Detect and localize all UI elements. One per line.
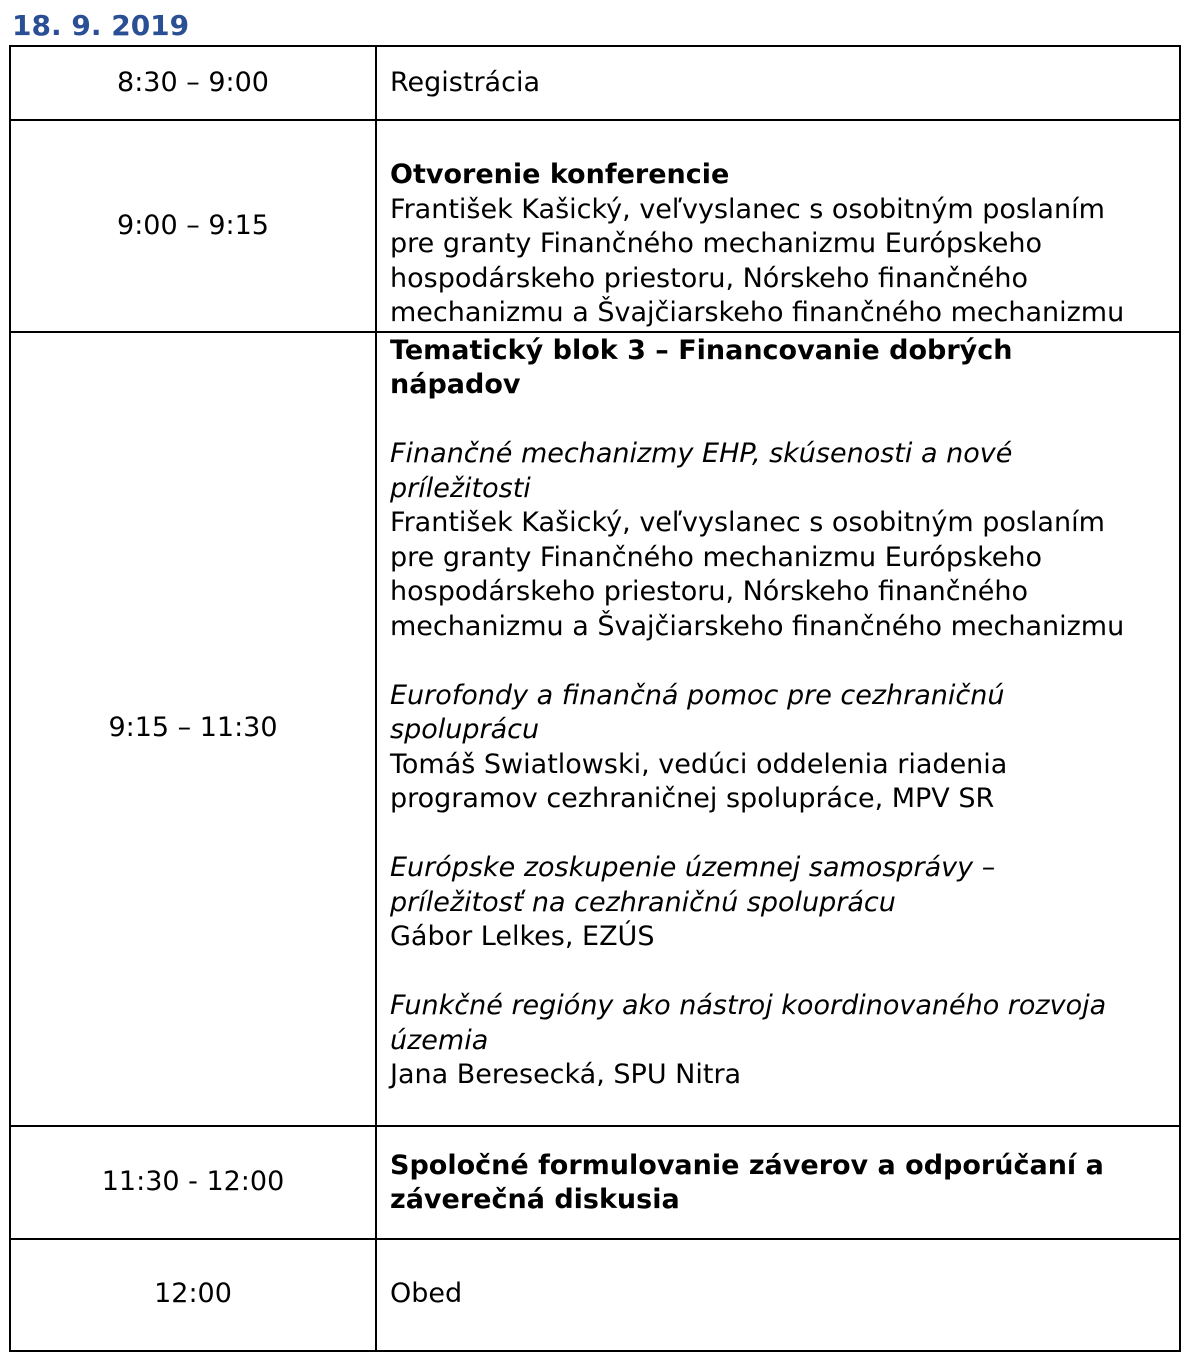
time-cell: 8:30 – 9:00 <box>10 46 376 120</box>
session-title: Otvorenie konferencie <box>390 159 730 190</box>
talk-title: Eurofondy a finančná pomoc pre cezhraničnú <box>390 679 1005 711</box>
session-title: záverečná diskusia <box>390 1184 680 1215</box>
time-cell: 12:00 <box>10 1239 376 1351</box>
talk-title: spoluprácu <box>390 714 540 745</box>
table-row <box>10 1239 1180 1351</box>
speaker-line: Gábor Lelkes, EZÚS <box>390 921 655 952</box>
speaker-line: Tomáš Swiatlowski, vedúci oddelenia riadenia <box>390 748 1008 780</box>
talk-title: Funkčné regióny ako nástroj koordinovaného rozvoja <box>390 990 1107 1021</box>
speaker-line: pre granty Finančného mechanizmu Európskeho <box>390 541 1043 573</box>
talk-title: príležitosti <box>390 472 531 504</box>
table-row <box>10 46 1180 120</box>
speaker-line: programov cezhraničnej spolupráce, MPV SR <box>390 783 995 814</box>
talk-title: Finančné mechanizmy EHP, skúsenosti a nové <box>390 438 1013 469</box>
item-text: Registrácia <box>390 66 540 98</box>
time-cell: 9:00 – 9:15 <box>10 120 376 332</box>
session-title: Spoločné formulovanie záverov a odporúčaní a <box>390 1149 1104 1181</box>
speaker-line: František Kašický, veľvyslanec s osobitným poslaním <box>390 193 1105 225</box>
content-cell <box>376 120 1180 332</box>
spacer <box>390 403 1166 438</box>
table-row <box>10 120 1180 332</box>
talk-title: Európske zoskupenie územnej samosprávy – <box>390 852 996 883</box>
speaker-line: František Kašický, veľvyslanec s osobitným poslaním <box>390 507 1105 538</box>
item-text: Obed <box>390 1278 463 1310</box>
content-cell <box>376 1239 1180 1351</box>
speaker-line: Jana Beresecká, SPU Nitra <box>390 1059 742 1090</box>
speaker-line: hospodárskeho priestoru, Nórskeho finančného <box>390 576 1028 607</box>
talk-title: územia <box>390 1024 489 1056</box>
spacer <box>390 955 1166 990</box>
spacer <box>390 817 1166 852</box>
table-row <box>10 1126 1180 1239</box>
schedule-date: 18. 9. 2019 <box>12 9 190 42</box>
session-title: nápadov <box>390 369 521 400</box>
speaker-line: hospodárskeho priestoru, Nórskeho finančného <box>390 262 1028 294</box>
speaker-line: pre granty Finančného mechanizmu Európskeho <box>390 228 1043 259</box>
speaker-line: mechanizmu a Švajčiarskeho finančného mechanizmu <box>390 297 1125 328</box>
time-cell: 9:15 – 11:30 <box>10 332 376 1126</box>
content-cell <box>376 1126 1180 1239</box>
time-cell: 11:30 - 12:00 <box>10 1126 376 1239</box>
speaker-line: mechanizmu a Švajčiarskeho finančného mechanizmu <box>390 610 1125 642</box>
content-cell <box>376 332 1180 1126</box>
table-row <box>10 332 1180 1126</box>
schedule-table <box>9 45 1181 1352</box>
spacer <box>390 644 1166 679</box>
talk-title: príležitosť na cezhraničnú spoluprácu <box>390 886 896 918</box>
content-cell <box>376 46 1180 120</box>
session-title: Tematický blok 3 – Financovanie dobrých <box>390 334 1013 366</box>
